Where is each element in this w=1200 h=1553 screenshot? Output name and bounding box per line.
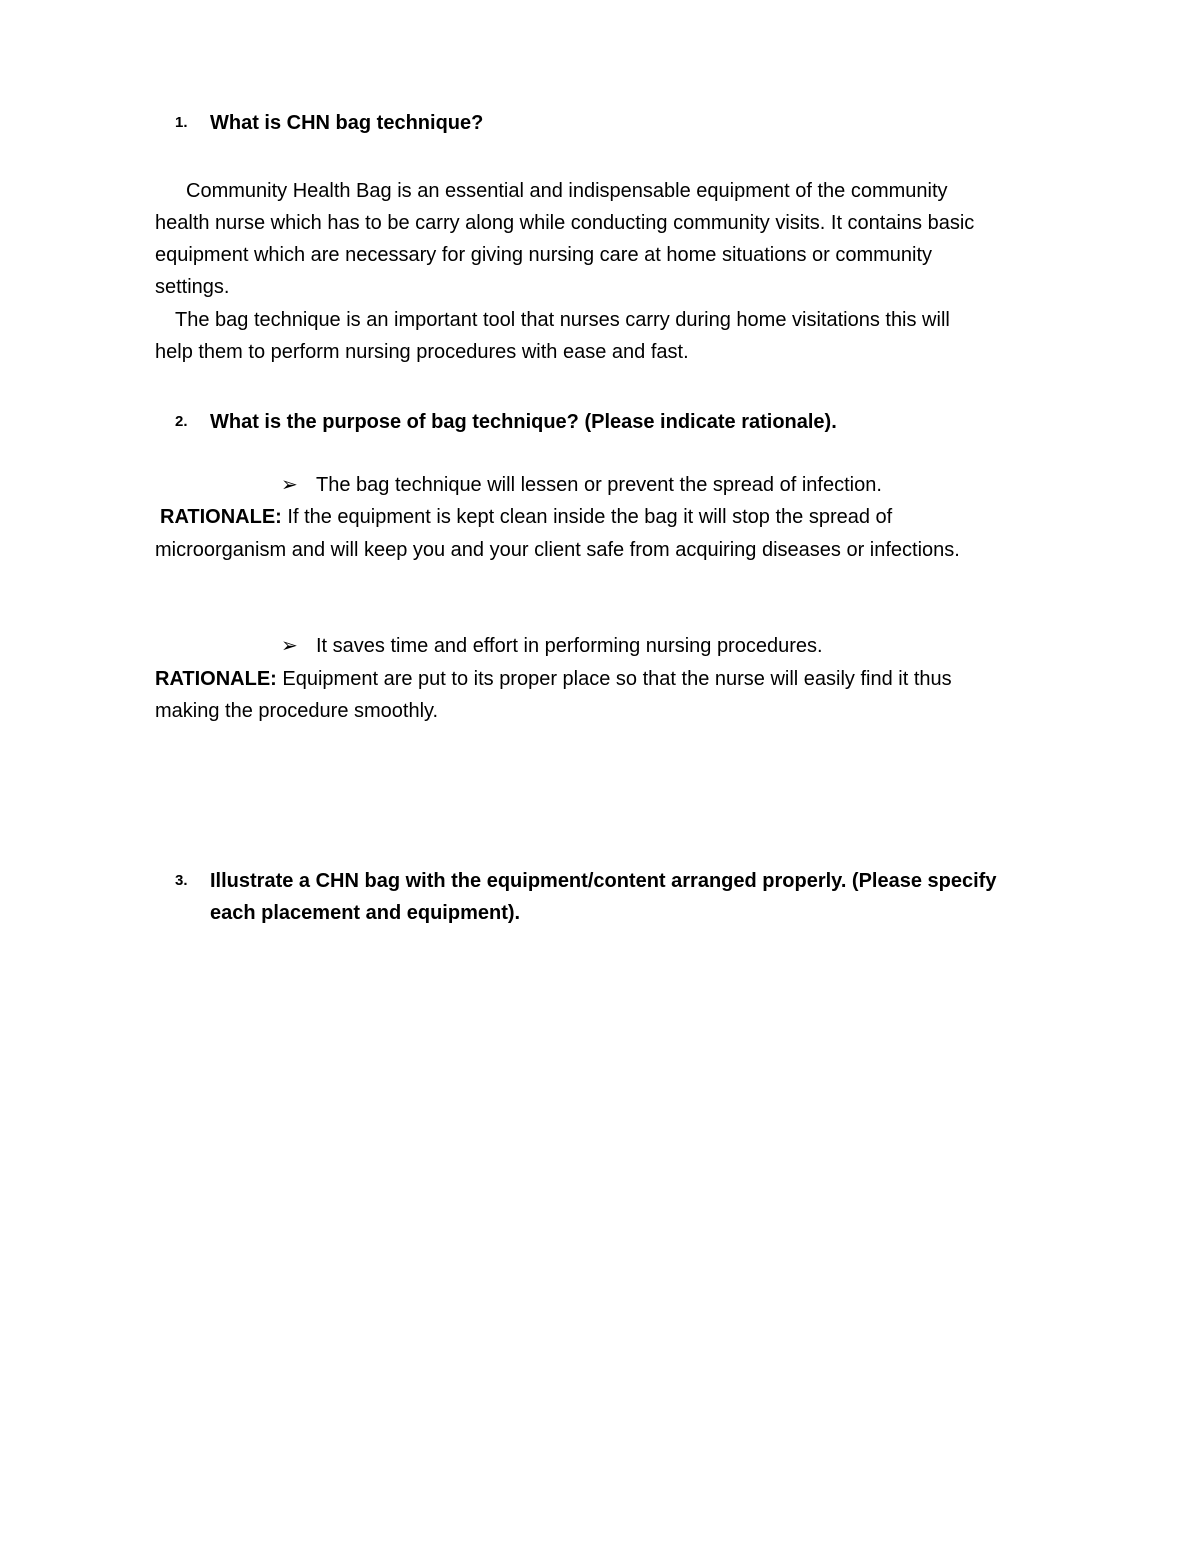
question-2-number: 2. — [175, 413, 188, 430]
question-3-title-line-1: Illustrate a CHN bag with the equipment/content arranged properly. (Please specify — [210, 870, 997, 892]
question-1-number: 1. — [175, 114, 188, 131]
question-2-title: What is the purpose of bag technique? (Please indicate rationale). — [210, 411, 837, 433]
bullet-item-2-text: It saves time and effort in performing nursing procedures. — [316, 635, 823, 657]
answer-1-paragraph-2-line-2: help them to perform nursing procedures with ease and fast. — [155, 341, 689, 363]
arrow-bullet-icon: ➢ — [281, 635, 298, 657]
question-3-title-line-2: each placement and equipment). — [210, 902, 521, 924]
question-1-title: What is CHN bag technique? — [210, 112, 484, 134]
question-3-number: 3. — [175, 872, 188, 889]
rationale-1-line-1 — [160, 501, 892, 533]
rationale-2-label: RATIONALE: — [155, 668, 277, 690]
rationale-1-text: If the equipment is kept clean inside the bag it will stop the spread of — [281, 506, 893, 528]
rationale-1-line-2: microorganism and will keep you and your client safe from acquiring diseases or infections. — [155, 539, 960, 561]
answer-1-paragraph-1-line-3: equipment which are necessary for giving nursing care at home situations or community — [155, 244, 933, 266]
rationale-2-line-2: making the procedure smoothly. — [155, 700, 439, 722]
rationale-2-line-1 — [155, 663, 952, 695]
rationale-2-text: Equipment are put to its proper place so that the nurse will easily find it thus — [276, 668, 952, 690]
rationale-1-label: RATIONALE: — [160, 506, 282, 528]
bullet-item-1-text: The bag technique will lessen or prevent the spread of infection. — [316, 474, 882, 496]
answer-1-paragraph-1-line-2: health nurse which has to be carry along while conducting community visits. It contains basic — [155, 212, 975, 234]
answer-1-paragraph-1-line-1: Community Health Bag is an essential and indispensable equipment of the community — [186, 180, 948, 202]
answer-1-paragraph-1-line-4: settings. — [155, 276, 230, 298]
arrow-bullet-icon: ➢ — [281, 474, 298, 496]
answer-1-paragraph-2-line-1: The bag technique is an important tool that nurses carry during home visitations this will — [175, 309, 950, 331]
